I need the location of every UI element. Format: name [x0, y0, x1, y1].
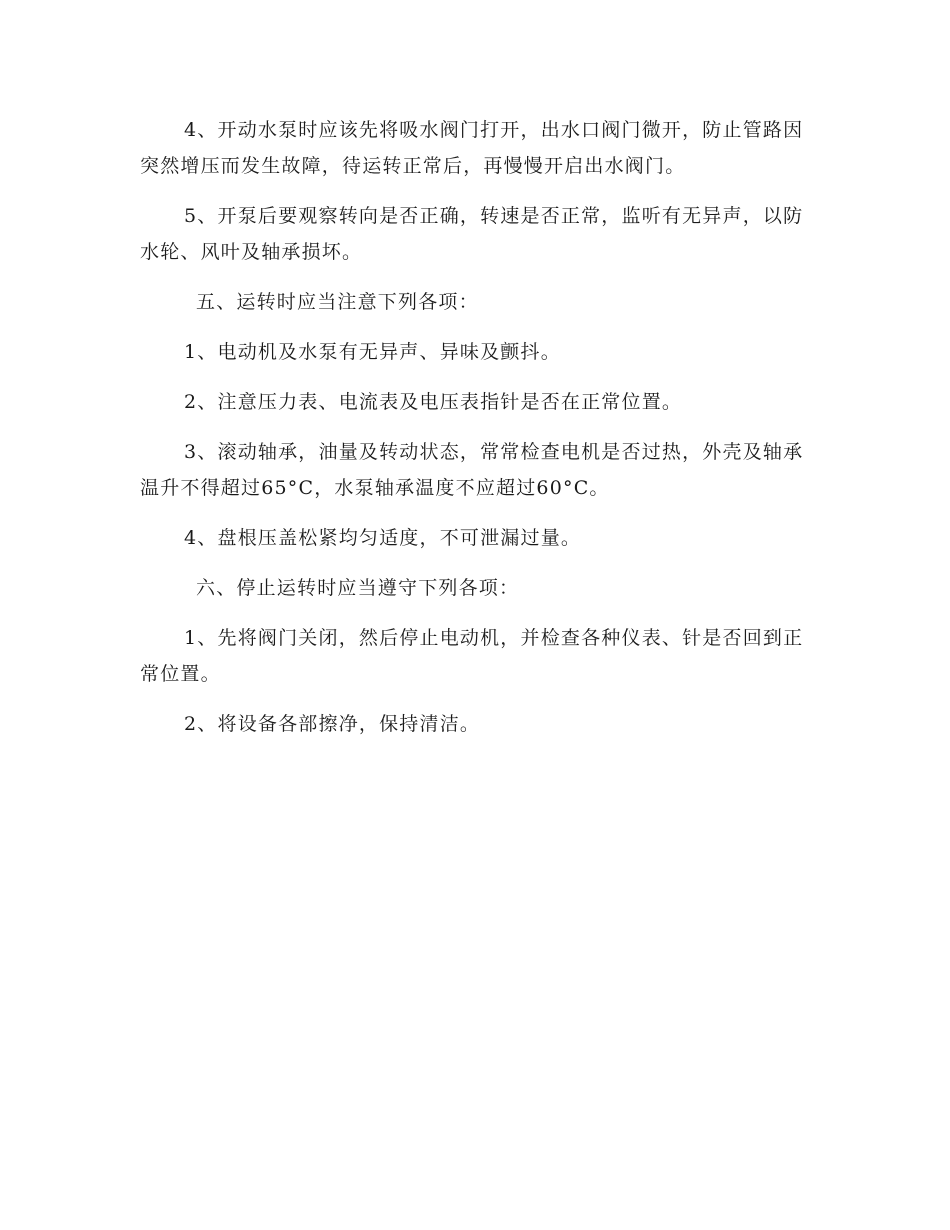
paragraph-spacer — [140, 692, 810, 706]
paragraph-spacer — [140, 556, 810, 570]
document-body — [140, 112, 810, 742]
paragraph-item-3-bearing-temperature: 3、滚动轴承，油量及转动状态，常常检查电机是否过热，外壳及轴承温升不得超过65°C，水泵轴承温度不应超过60°C。 — [140, 441, 804, 499]
paragraph-spacer — [140, 270, 810, 284]
paragraph-spacer — [140, 606, 810, 620]
paragraph-item-1-noise: 1、电动机及水泵有无异声、异味及颤抖。 — [184, 341, 561, 363]
paragraph-spacer — [140, 506, 810, 520]
paragraph-spacer — [140, 184, 810, 198]
paragraph-item-2-clean-equipment: 2、将设备各部擦净，保持清洁。 — [184, 713, 481, 735]
paragraph-spacer — [140, 420, 810, 434]
section-heading-shutdown: 六、停止运转时应当遵守下列各项： — [196, 577, 520, 599]
paragraph-item-1-close-valve: 1、先将阀门关闭，然后停止电动机，并检查各种仪表、针是否回到正常位置。 — [140, 627, 804, 685]
paragraph-item-4-packing-gland: 4、盘根压盖松紧均匀适度，不可泄漏过量。 — [184, 527, 582, 549]
section-heading-operation: 五、运转时应当注意下列各项： — [196, 291, 479, 313]
paragraph-item-2-gauges: 2、注意压力表、电流表及电压表指针是否在正常位置。 — [184, 391, 683, 413]
paragraph-spacer — [140, 320, 810, 334]
paragraph-item-4-pump-start: 4、开动水泵时应该先将吸水阀门打开，出水口阀门微开，防止管路因突然增压而发生故障，待运转正常后，再慢慢开启出水阀门。 — [140, 119, 804, 177]
paragraph-spacer — [140, 370, 810, 384]
paragraph-item-5-check-rotation: 5、开泵后要观察转向是否正确，转速是否正常，监听有无异声，以防水轮、风叶及轴承损坏。 — [140, 205, 804, 263]
